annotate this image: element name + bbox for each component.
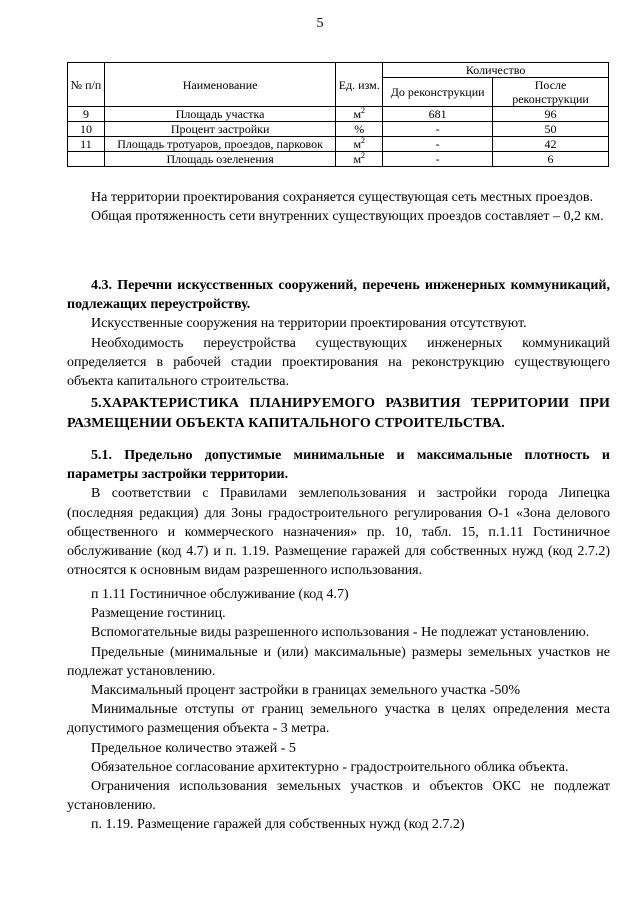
parameters-table: [67, 62, 609, 167]
col-header-quantity: Количество: [383, 63, 609, 78]
unit-text: м: [353, 107, 362, 121]
unit-text: %: [354, 122, 365, 136]
table-row: [68, 137, 609, 152]
unit-exponent: 2: [361, 151, 366, 160]
col-header-after: После реконструкции: [493, 78, 609, 107]
unit-text: м: [353, 137, 362, 151]
section-5: [67, 394, 610, 433]
paragraph: Необходимость переустройства существующих инженерных коммуникаций определяется в рабочей стадии проектирования на реконструкцию существующего объекта капитального строительства.: [67, 335, 610, 390]
cell-number: [68, 152, 105, 167]
cell-name: Площадь тротуаров, проездов, парковок: [104, 137, 335, 152]
unit-text: м: [353, 152, 362, 166]
cell-unit: [336, 122, 383, 137]
zone-parameters-list: [67, 585, 610, 835]
table-row: [68, 122, 609, 137]
cell-name: Площадь озеленения: [104, 152, 335, 167]
col-header-unit: Ед. изм.: [336, 63, 383, 107]
unit-exponent: 2: [361, 136, 366, 145]
list-item: п 1.11 Гостиничное обслуживание (код 4.7): [91, 587, 349, 602]
cell-unit: [336, 137, 383, 152]
cell-after: 50: [493, 122, 609, 137]
list-item: п. 1.19. Размещение гаражей для собственных нужд (код 2.7.2): [91, 817, 465, 833]
col-header-before: До реконструкции: [383, 78, 493, 107]
cell-number: 10: [68, 122, 105, 137]
list-item: Вспомогательные виды разрешенного использования - Не подлежат установлению.: [91, 625, 590, 641]
paragraph: На территории проектирования сохраняется существующая сеть местных проездов.: [91, 190, 593, 205]
paragraph: Общая протяженность сети внутренних существующих проездов составляет – 0,2 км.: [91, 209, 604, 225]
col-header-name: Наименование: [104, 63, 335, 107]
section-4-3: [67, 276, 610, 391]
cell-name: Площадь участка: [104, 107, 335, 122]
page-number: 5: [316, 16, 324, 31]
section-5-1: [67, 446, 610, 580]
cell-name: Процент застройки: [104, 122, 335, 137]
unit-exponent: 2: [361, 106, 366, 115]
list-item: Предельное количество этажей - 5: [91, 740, 296, 756]
cell-before: -: [383, 137, 493, 152]
paragraph: Искусственные сооружения на территории проектирования отсутствуют.: [91, 316, 527, 332]
intro-block: [67, 188, 610, 226]
paragraph: В соответствии с Правилами землепользования и застройки города Липецка (последняя редакция) для Зоны градостроительного регулирования О-1 «Зона делового общественного и коммерческого назначения» пр. 10, табл. 15, п.1.11 Гостиничное обслуживание (код 4.7) и п. 1.19. Размещение гаражей для собственных нужд (код 2.7.2) относятся к основным видам разрешенного использования.: [67, 486, 610, 579]
list-item: Ограничения использования земельных участков и объектов ОКС не подлежат установлению.: [67, 779, 610, 814]
list-item: Максимальный процент застройки в границах земельного участка -50%: [91, 683, 521, 699]
chapter-heading: 5.ХАРАКТЕРИСТИКА ПЛАНИРУЕМОГО РАЗВИТИЯ ТЕРРИТОРИИ ПРИ РАЗМЕЩЕНИИ ОБЪЕКТА КАПИТАЛЬНОГО СТРОИТЕЛЬСТВА.: [67, 396, 610, 431]
cell-number: 9: [68, 107, 105, 122]
cell-number: 11: [68, 137, 105, 152]
col-header-number: № п/п: [68, 63, 105, 107]
cell-before: -: [383, 122, 493, 137]
list-item: Предельные (минимальные и (или) максимальные) размеры земельных участков не подлежат установлению.: [67, 644, 610, 679]
cell-after: 96: [493, 107, 609, 122]
list-item: Обязательное согласование архитектурно - градостроительного облика объекта.: [91, 759, 569, 775]
cell-after: 6: [493, 152, 609, 167]
cell-unit: [336, 107, 383, 122]
section-heading: 4.3. Перечни искусственных сооружений, перечень инженерных коммуникаций, подлежащих переустройству.: [67, 278, 610, 313]
list-item: Минимальные отступы от границ земельного участка в целях определения места допустимого размещения объекта - 3 метра.: [67, 702, 610, 737]
table-row: [68, 152, 609, 167]
list-item: Размещение гостиниц.: [91, 606, 226, 622]
table-row: [68, 107, 609, 122]
cell-before: -: [383, 152, 493, 167]
section-heading: 5.1. Предельно допустимые минимальные и максимальные плотность и параметры застройки территории.: [67, 448, 610, 483]
cell-unit: [336, 152, 383, 167]
cell-before: 681: [383, 107, 493, 122]
cell-after: 42: [493, 137, 609, 152]
